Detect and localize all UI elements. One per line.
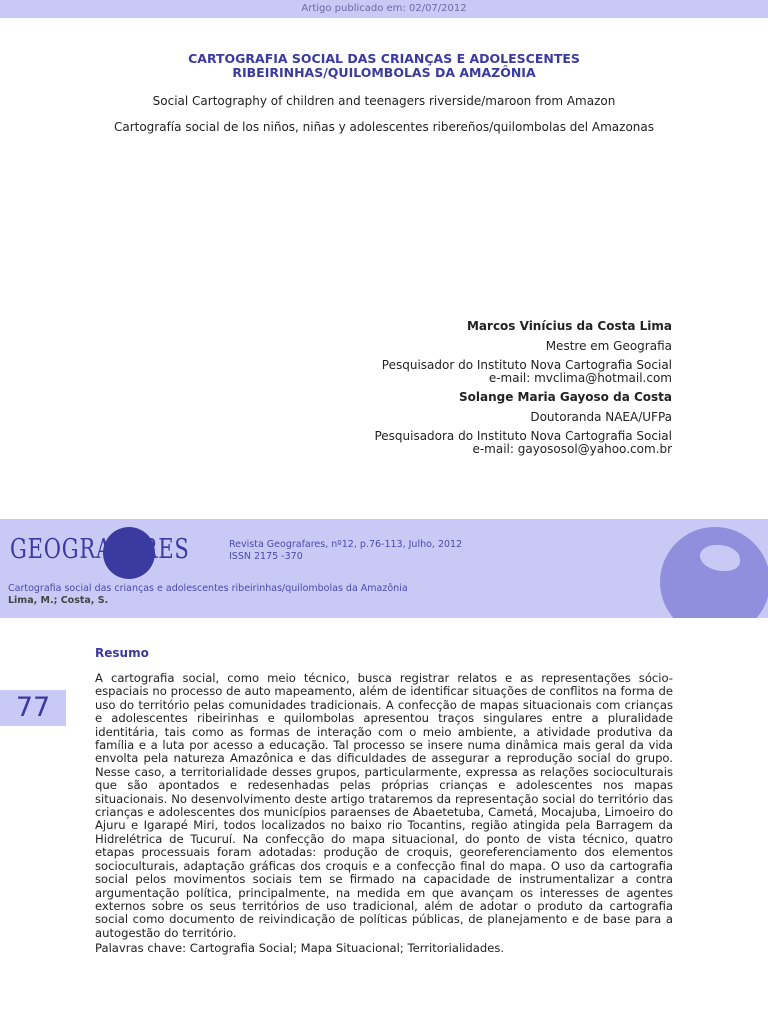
abstract-heading: Resumo: [95, 646, 149, 660]
author-name: Solange Maria Gayoso da Costa: [459, 390, 672, 404]
running-title: Cartografia social das crianças e adolescentes ribeirinhas/quilombolas da Amazônia: [8, 583, 408, 594]
running-header: [8, 583, 408, 607]
globe-decoration-icon: [660, 527, 768, 618]
running-authors: Lima, M.; Costa, S.: [8, 595, 109, 606]
journal-info: [229, 539, 462, 563]
author-email: e-mail: mvclima@hotmail.com: [488, 371, 672, 385]
keywords: Palavras chave: Cartografia Social; Mapa Situacional; Territorialidades.: [95, 941, 505, 955]
journal-issn: ISSN 2175 -370: [229, 551, 303, 562]
author-affiliation: Pesquisadora do Instituto Nova Cartografia Social: [374, 429, 672, 443]
publication-date-bar: [0, 0, 768, 18]
author-block: [172, 320, 672, 456]
paper-title: [0, 52, 768, 80]
journal-banner: [0, 519, 768, 618]
subtitle-spanish: Cartografía social de los niños, niñas y adolescentes ribereños/quilombolas del Amazonas: [113, 120, 655, 134]
author-affiliation: Pesquisador do Instituto Nova Cartografia Social: [381, 358, 672, 372]
author-email: e-mail: gayososol@yahoo.com.br: [472, 442, 672, 456]
publication-date: Artigo publicado em: 02/07/2012: [301, 3, 467, 14]
journal-citation: Revista Geografares, nº12, p.76-113, Julho, 2012: [229, 539, 463, 550]
author-name: Marcos Vinícius da Costa Lima: [466, 319, 672, 333]
subtitle-english: Social Cartography of children and teenagers riverside/maroon from Amazon: [152, 94, 616, 108]
journal-logo: GEOGRAFARES: [10, 534, 190, 565]
author-degree: Mestre em Geografia: [545, 339, 672, 353]
author-degree: Doutoranda NAEA/UFPa: [530, 410, 672, 424]
title-line-2: RIBEIRINHAS/QUILOMBOLAS DA AMAZÔNIA: [232, 65, 536, 80]
page-number: 77: [0, 690, 66, 726]
abstract-text: A cartografia social, como meio técnico, busca registrar relatos e as representações sócio-espaciais no processo de auto mapeamento, além de identificar situações de conflitos na forma de uso do território pelas comunidades tradicionais. A confecção de mapas situacionais com crianças e adolescentes ribeirinhas e quilombolas apresentou traços singulares entre a pluralidade identitária, tais como as formas de interação com o meio ambiente, a atividade produtiva da família e a luta por acesso a educação. Tal processo se insere numa dinâmica mais geral da vida envolta pela natureza Amazônica e das dificuldades de assegurar a reprodução social do grupo. Nesse caso, a territorialidade desses grupos, particularmente, expressa as relações socioculturais que são apontados e redesenhadas pelas próprias crianças e adolescentes nos mapas situacionais. No desenvolvimento deste artigo trataremos da representação social do território das crianças e adolescentes dos municípios paraenses de Abaetetuba, Cametá, Mocajuba, Limoeiro do Ajuru e Igarapé Miri, todos localizados no baixo rio Tocantins, região atingida pela Barragem da Hidrelétrica de Tucuruí. Na confecção do mapa situacional, do ponto de vista técnico, quatro etapas processuais foram adotadas: produção de croquis, georeferenciamento dos elementos socioculturais, adaptação gráficas dos croquis e a confecção final do mapa. O uso da cartografia social pelos movimentos sociais tem se firmado na capacidade de instrumentalizar a contra argumentação política, principalmente, na medida em que avançam os interesses de agentes externos sobre os seus territórios de uso tradicional, além de adotar o produto da cartografia social como documento de reivindicação de políticas públicas, de planejamento e de base para a autogestão do território.: [95, 671, 673, 940]
title-line-1: CARTOGRAFIA SOCIAL DAS CRIANÇAS E ADOLESCENTES: [188, 51, 580, 66]
